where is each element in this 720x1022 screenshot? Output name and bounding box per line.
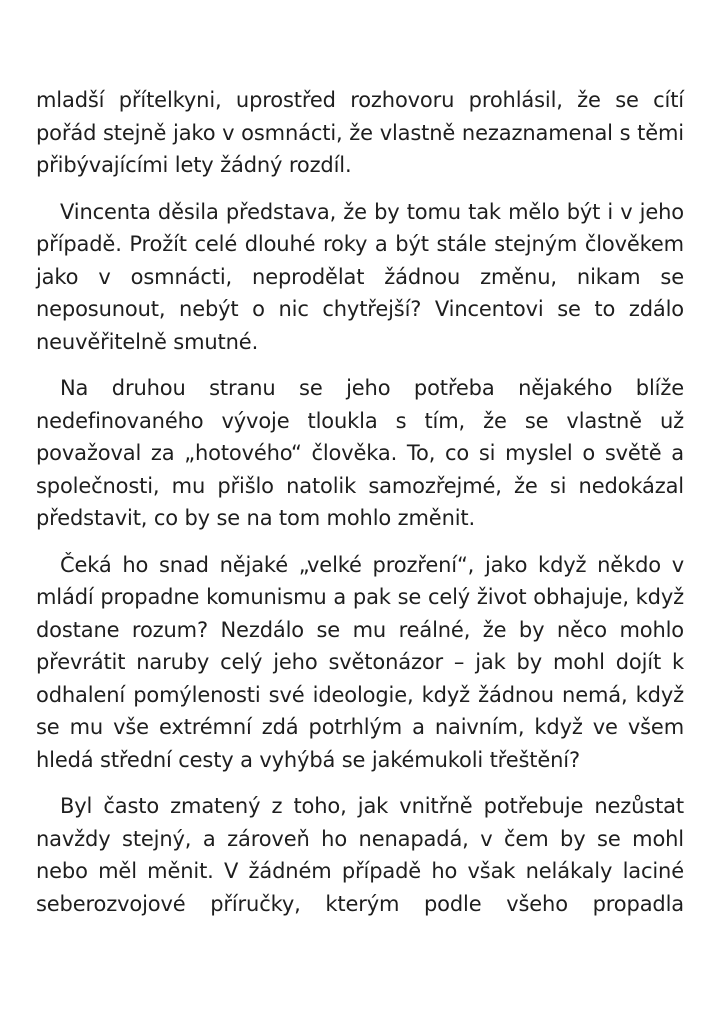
- paragraph-2: Vincenta děsila představa, že by tomu tak mělo být i v jeho případě. Prožít celé dlouhé roky a být stále stejným člověkem jako v osmnácti, neprodělat žádnou změnu, nikam se neposunout, nebýt o nic chytřejší? Vincentovi se to zdálo neuvěřitelně smutné.: [36, 199, 684, 354]
- paragraph-1: mladší přítelkyni, uprostřed rozhovoru prohlásil, že se cítí pořád stejně jako v osmnácti, že vlastně nezaznamenal s těmi přibývajícími lety žádný rozdíl.: [36, 88, 684, 177]
- paragraph-3: Na druhou stranu se jeho potřeba nějakého blíže nedefinovaného vývoje tloukla s tím, že se vlastně už považoval za „hotového“ člověka. To, co si myslel o světě a společnosti, mu přišlo natolik samozřejmé, že si nedokázal představit, co by se na tom mohlo změnit.: [36, 376, 684, 530]
- paragraph-5: Byl často zmatený z toho, jak vnitřně potřebuje nezůstat navždy stejný, a zároveň ho nenapadá, v čem by se mohl nebo měl měnit. V žádném případě ho však nelákaly laciné seberozvojové příručky, kterým podle všeho propadla: [36, 794, 684, 916]
- document-page: [36, 84, 684, 934]
- paragraph-4: Čeká ho snad nějaké „velké prozření“, jako když někdo v mládí propadne komunismu a pak se celý život obhajuje, když dostane rozum? Nezdálo se mu reálné, že by něco mohlo převrátit naruby celý jeho světonázor – jak by mohl dojít k odhalení pomýlenosti své ideologie, když žádnou nemá, když se mu vše extrémní zdá potrhlým a naivním, když ve všem hledá střední cesty a vyhýbá se jakémukoli třeštění?: [36, 552, 684, 772]
